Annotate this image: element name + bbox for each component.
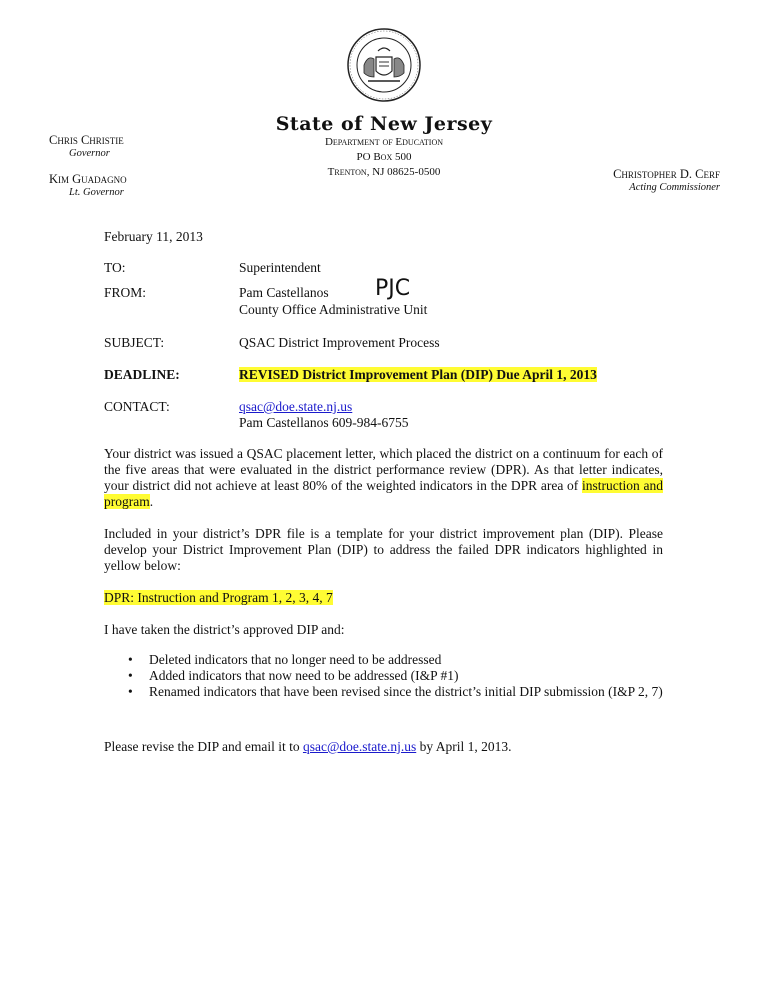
dpr-highlight: DPR: Instruction and Program 1, 2, 3, 4, 7 — [104, 590, 333, 605]
paragraph-template: Included in your district’s DPR file is a template for your district improvement plan (DIP). Please develop your District Improvement Plan (DIP) to address the failed DPR indicators highlighted in yellow below: — [104, 526, 663, 573]
list-item-text: Added indicators that now need to be addressed (I&P #1) — [149, 668, 459, 683]
contact-label: CONTACT: — [104, 399, 170, 414]
state-seal-icon — [346, 27, 422, 103]
bullet-icon: • — [128, 668, 133, 683]
to-value: Superintendent — [239, 260, 321, 275]
contact-email-link[interactable]: qsac@doe.state.nj.us — [239, 399, 353, 414]
governor-name: Chris Christie — [49, 133, 124, 147]
from-name: Pam Castellanos — [239, 285, 329, 300]
closing-end: by April 1, 2013. — [416, 739, 512, 754]
closing-paragraph — [104, 739, 512, 755]
city-zip: Trenton, NJ 08625-0500 — [327, 166, 441, 178]
subject-label: SUBJECT: — [104, 335, 165, 350]
closing-text: Please revise the DIP and email it to — [104, 739, 303, 754]
list-item — [104, 652, 664, 668]
list-item-text: Deleted indicators that no longer need to be addressed — [149, 652, 442, 667]
governor-block — [49, 134, 127, 199]
po-box: PO Box 500 — [356, 151, 412, 163]
bullet-icon: • — [128, 652, 133, 667]
from-label: FROM: — [104, 285, 147, 300]
paragraph-approved-dip: I have taken the district’s approved DIP and: — [104, 622, 345, 637]
lt-governor-title: Lt. Governor — [69, 187, 124, 198]
lt-governor-name: Kim Guadagno — [49, 172, 127, 186]
from-unit: County Office Administrative Unit — [239, 302, 428, 317]
paragraph-placement-text: Your district was issued a QSAC placement letter, which placed the district on a continuum for each of the five areas that were evaluated in the district performance review (DPR). As that letter indicates, your district did not achieve at least 80% of the weighted indicators in the DPR area of — [104, 446, 663, 493]
governor-title: Governor — [69, 148, 110, 159]
contact-phone: Pam Castellanos 609-984-6755 — [239, 415, 409, 430]
subject-value: QSAC District Improvement Process — [239, 335, 440, 350]
commissioner-block — [608, 168, 720, 194]
commissioner-title: Acting Commissioner — [629, 182, 720, 193]
bullet-icon: • — [128, 684, 133, 699]
changes-list — [104, 652, 664, 700]
list-item-text: Renamed indicators that have been revised since the district’s initial DIP submission (I&P 2, 7) — [149, 684, 663, 699]
deadline-value — [239, 367, 597, 383]
to-label: TO: — [104, 260, 126, 275]
list-item — [104, 684, 664, 700]
handwritten-initials: PJC — [375, 276, 411, 301]
instruction-program-highlight: instruction and program — [104, 478, 663, 509]
deadline-label: DEADLINE: — [104, 367, 180, 382]
commissioner-name: Christopher D. Cerf — [613, 167, 720, 181]
closing-email-link[interactable]: qsac@doe.state.nj.us — [302, 739, 417, 754]
deadline-highlight: REVISED District Improvement Plan (DIP) Due April 1, 2013 — [239, 367, 597, 382]
paragraph-placement — [104, 446, 663, 510]
state-title: State of New Jersey — [275, 113, 493, 135]
department-name: Department of Education — [324, 136, 444, 148]
paragraph-placement-end: . — [149, 494, 154, 509]
list-item — [104, 668, 664, 684]
memo-date: February 11, 2013 — [104, 229, 203, 244]
dpr-line — [104, 590, 333, 606]
